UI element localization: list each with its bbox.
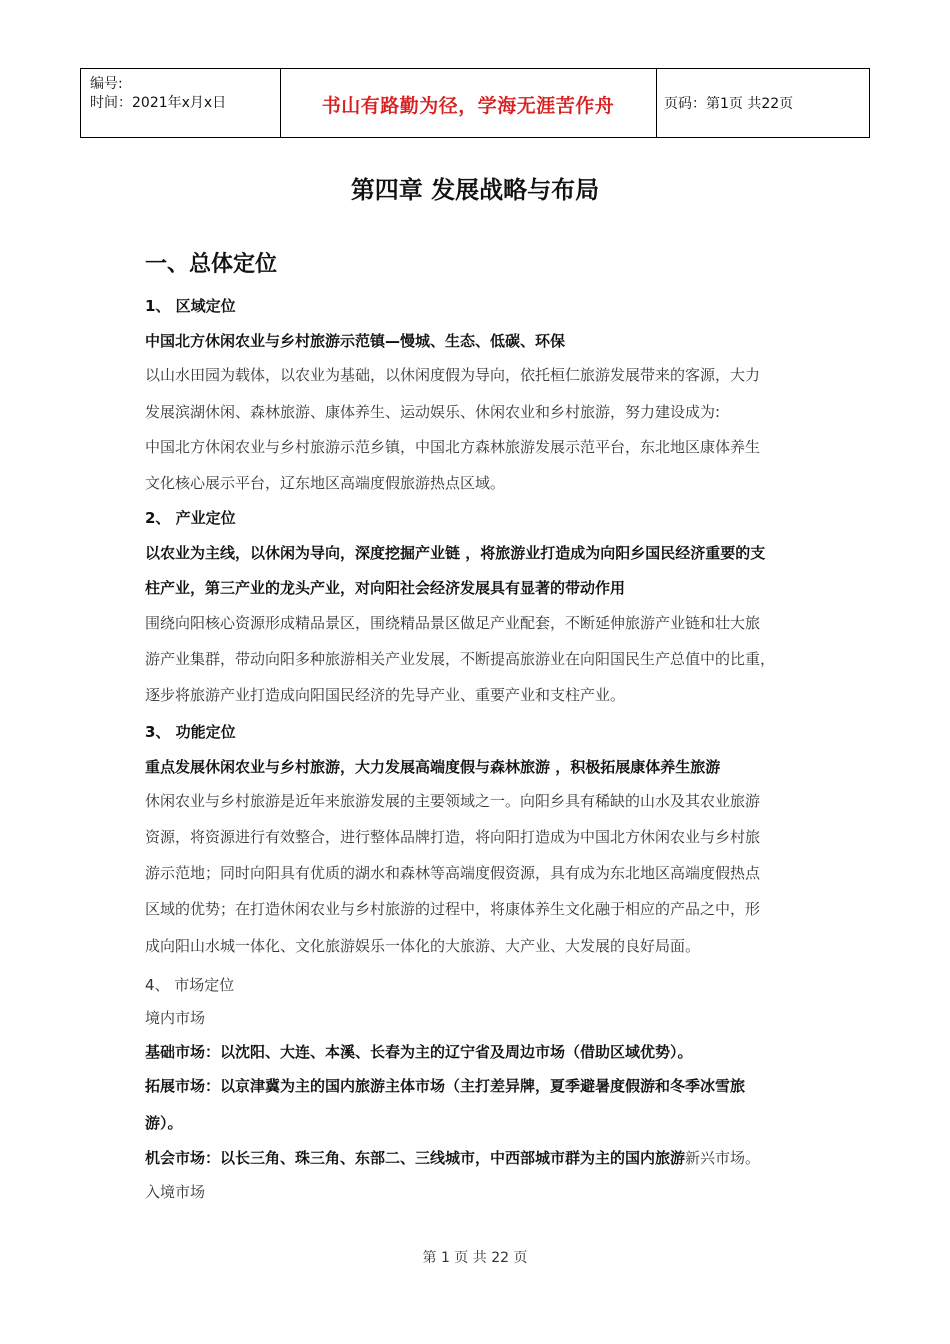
body-line-text: 文化核心展示平台，辽东地区高端度假旅游热点区域。 — [145, 474, 506, 492]
body-line — [145, 862, 760, 883]
body-line — [145, 898, 760, 919]
body-line-text: 3、 功能定位 — [145, 723, 236, 741]
body-line-text: 机会市场：以长三角、珠三角、东部二、三线城市，中西部城市群为主的国内旅游 — [145, 1149, 686, 1167]
body-line — [145, 648, 775, 669]
body-line — [145, 472, 505, 493]
document-time-label: 时间：2021年x月x日 — [90, 95, 227, 111]
body-line — [145, 330, 565, 351]
header-divider — [80, 69, 81, 137]
body-line — [145, 436, 760, 457]
body-line-text: 游产业集群，带动向阳多种旅游相关产业发展，不断提高旅游业在向阳国民生产总值中的比重， — [145, 650, 776, 668]
section-heading: 一、总体定位 — [145, 252, 278, 277]
body-line-text: 重点发展休闲农业与乡村旅游，大力发展高端度假与森林旅游 ，积极拓展康体养生旅游 — [145, 758, 721, 776]
header-divider — [280, 69, 281, 137]
chapter-title: 第四章 发展战略与布局 — [350, 176, 600, 204]
body-line-tail: 新兴市场。 — [685, 1149, 761, 1167]
body-line — [145, 935, 700, 956]
body-line — [145, 684, 625, 705]
body-line-text: 中国北方休闲农业与乡村旅游示范镇—慢城、生态、低碳、环保 — [145, 332, 566, 350]
body-line — [145, 1147, 760, 1168]
body-line — [145, 721, 236, 742]
body-line-text: 游示范地；同时向阳具有优质的湖水和森林等高端度假资源，具有成为东北地区高端度假热点 — [145, 864, 761, 882]
body-line-text: 以山水田园为载体，以农业为基础，以休闲度假为导向，依托桓仁旅游发展带来的客源，大力 — [145, 366, 761, 384]
body-line-text: 围绕向阳核心资源形成精品景区，围绕精品景区做足产业配套，不断延伸旅游产业链和壮大旅 — [145, 614, 761, 632]
header-motto: 书山有路勤为径，学海无涯苦作舟 — [321, 95, 615, 117]
header-divider — [656, 69, 657, 137]
body-line-text: 中国北方休闲农业与乡村旅游示范乡镇，中国北方森林旅游发展示范平台，东北地区康体养生 — [145, 438, 761, 456]
body-line-text: 资源，将资源进行有效整合，进行整体品牌打造，将向阳打造成为中国北方休闲农业与乡村旅 — [145, 828, 761, 846]
header-divider — [869, 69, 870, 137]
body-line — [145, 1041, 693, 1062]
page-header — [80, 68, 870, 138]
body-line-text: 1、 区域定位 — [145, 297, 236, 315]
header-meta — [90, 75, 226, 113]
body-line — [145, 577, 625, 598]
body-line — [145, 756, 720, 777]
body-line-text: 游）。 — [145, 1114, 183, 1132]
body-line — [145, 1112, 183, 1133]
body-line-text: 拓展市场：以京津冀为主的国内旅游主体市场（主打差异牌，夏季避暑度假游和冬季冰雪旅 — [145, 1077, 746, 1095]
body-line — [145, 295, 236, 316]
body-line-text: 基础市场：以沈阳、大连、本溪、长春为主的辽宁省及周边市场（借助区域优势）。 — [145, 1043, 693, 1061]
body-line-text: 发展滨湖休闲、森林旅游、康体养生、运动娱乐、休闲农业和乡村旅游，努力建设成为: — [145, 403, 721, 421]
page-footer: 第 1 页 共 22 页 — [422, 1250, 528, 1266]
body-line — [145, 790, 760, 811]
body-line — [145, 542, 765, 563]
body-line-text: 2、 产业定位 — [145, 509, 236, 527]
body-line-text: 休闲农业与乡村旅游是近年来旅游发展的主要领域之一。向阳乡具有稀缺的山水及其农业旅游 — [145, 792, 761, 810]
body-line — [145, 974, 234, 995]
body-line-text: 4、 市场定位 — [145, 976, 235, 994]
body-line — [145, 507, 236, 528]
body-line — [145, 826, 760, 847]
body-line — [145, 612, 760, 633]
body-line — [145, 364, 760, 385]
body-line-text: 成向阳山水城一体化、文化旅游娱乐一体化的大旅游、大产业、大发展的良好局面。 — [145, 937, 701, 955]
body-line-text: 区域的优势；在打造休闲农业与乡村旅游的过程中，将康体养生文化融于相应的产品之中，形 — [145, 900, 761, 918]
body-line — [145, 1007, 205, 1028]
header-page-number: 页码：第1页 共22页 — [664, 96, 794, 112]
body-line — [145, 1075, 745, 1096]
body-line — [145, 1181, 205, 1202]
body-line-text: 以农业为主线，以休闲为导向，深度挖掘产业链 ，将旅游业打造成为向阳乡国民经济重要的支 — [145, 544, 766, 562]
body-line-text: 境内市场 — [145, 1009, 206, 1027]
body-line-text: 柱产业，第三产业的龙头产业，对向阳社会经济发展具有显著的带动作用 — [145, 579, 626, 597]
body-line — [145, 401, 720, 422]
document-number-label: 编号: — [90, 76, 123, 92]
body-line-text: 逐步将旅游产业打造成向阳国民经济的先导产业、重要产业和支柱产业。 — [145, 686, 626, 704]
body-line-text: 入境市场 — [145, 1183, 206, 1201]
